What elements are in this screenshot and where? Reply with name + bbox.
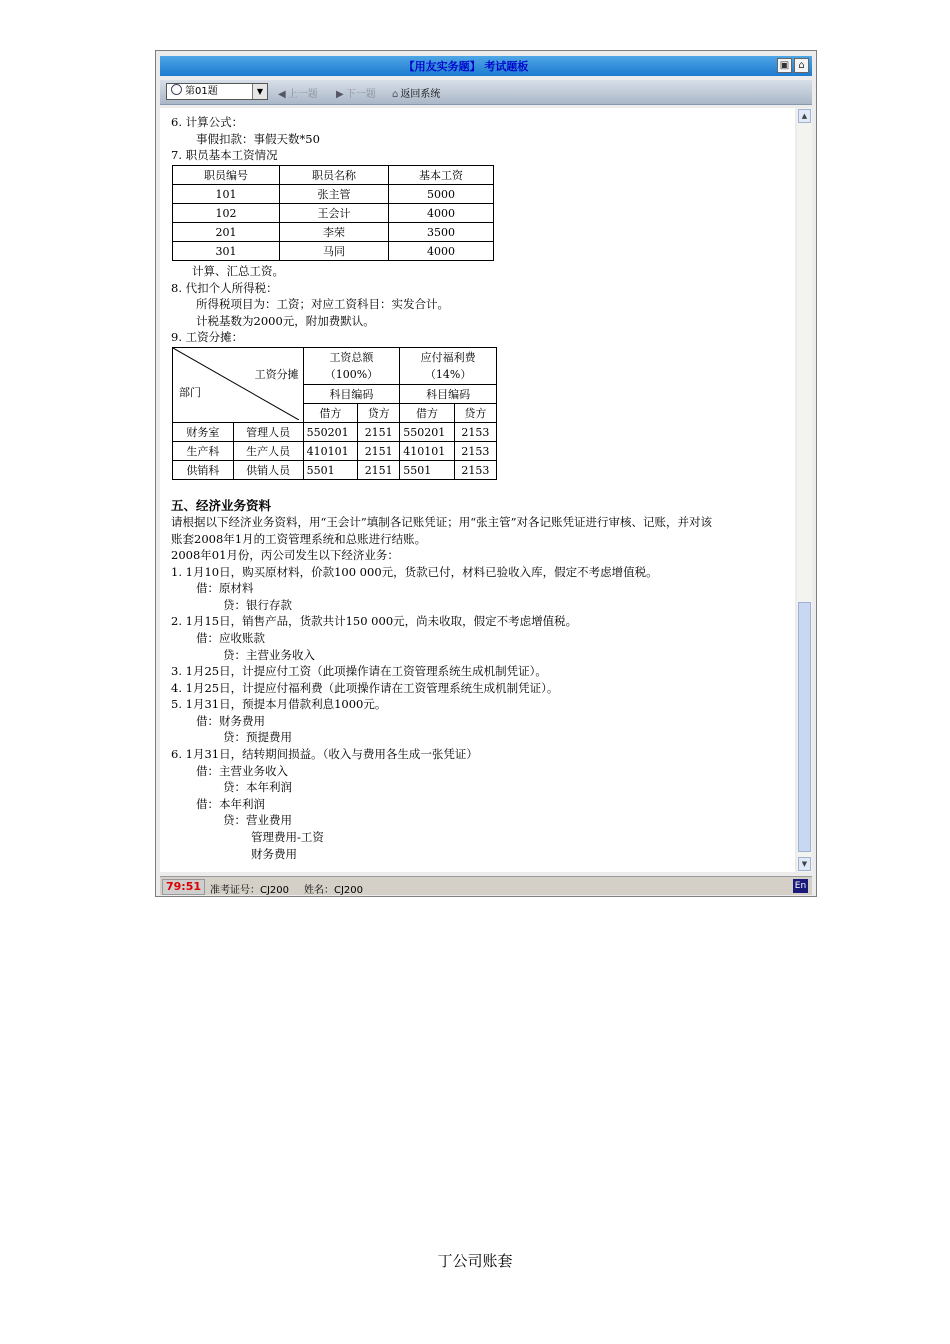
exam-window [155, 50, 817, 897]
business-5-credit: 贷：预提费用 [223, 730, 292, 744]
table-row [173, 442, 497, 461]
cell: 2153 [454, 423, 496, 442]
cell: 3500 [389, 223, 494, 242]
item-6-formula: 事假扣款：事假天数*50 [196, 132, 320, 146]
cell: 410101 [303, 442, 358, 461]
arrow-left-icon: ◀ [278, 89, 286, 100]
status-bar [160, 876, 812, 895]
title-icons [777, 58, 809, 73]
table-row [173, 242, 494, 261]
arrow-right-icon: ▶ [336, 89, 344, 100]
total-pct: （100%） [324, 368, 379, 381]
business-6-debit-1: 借：主营业务收入 [196, 764, 288, 778]
section-5-heading: 五、经济业务资料 [171, 498, 272, 513]
candidate-name: 姓名：CJ200 [304, 885, 364, 896]
cell: 2153 [454, 442, 496, 461]
debit-header: 借方 [400, 404, 455, 423]
credit-header: 贷方 [358, 404, 400, 423]
debit-header: 借方 [303, 404, 358, 423]
header-cell: 基本工资 [389, 166, 494, 185]
cell: 4000 [389, 242, 494, 261]
header-cell: 职员名称 [280, 166, 389, 185]
table-row [173, 348, 497, 385]
cell: 4000 [389, 204, 494, 223]
cell: 550201 [400, 423, 455, 442]
return-button[interactable] [392, 85, 440, 100]
welfare-header [400, 348, 497, 385]
table-row [173, 204, 494, 223]
prev-label: 上一题 [287, 89, 318, 100]
return-label: 返回系统 [400, 89, 441, 100]
cell: 410101 [400, 442, 455, 461]
toolbar [160, 80, 812, 105]
cell: 2151 [358, 423, 400, 442]
intro-line-1: 请根据以下经济业务资料，用“王会计”填制各记账凭证；用“张主管”对各记账凭证进行审核、记账，并对该 [171, 515, 713, 529]
employee-table [172, 165, 494, 261]
business-5: 5. 1月31日，预提本月借款利息1000元。 [171, 697, 387, 711]
diag-bottom-label: 部门 [179, 386, 201, 399]
cell: 2153 [454, 461, 496, 480]
vertical-scrollbar[interactable] [797, 108, 812, 872]
window-icon[interactable]: ▣ [777, 58, 792, 73]
total-header [303, 348, 400, 385]
calc-line: 计算、汇总工资。 [192, 264, 284, 278]
cell: 供销人员 [233, 461, 303, 480]
table-row [173, 461, 497, 480]
scroll-up-icon[interactable]: ▲ [798, 109, 811, 123]
cell: 5501 [303, 461, 358, 480]
item-7: 7. 职员基本工资情况 [171, 148, 278, 162]
business-6-credit-2: 贷：营业费用 [223, 813, 292, 827]
cell: 102 [173, 204, 280, 223]
cell: 5501 [400, 461, 455, 480]
business-6-credit-3: 管理费用-工资 [251, 830, 324, 844]
ime-indicator[interactable]: En [794, 881, 807, 891]
table-row [173, 185, 494, 204]
cell: 供销科 [173, 461, 234, 480]
cell: 张主管 [280, 185, 389, 204]
business-6: 6. 1月31日，结转期间损益。（收入与费用各生成一张凭证） [171, 747, 478, 761]
question-select-value: 第01题 [185, 86, 218, 97]
footer-caption: 丁公司账套 [437, 1252, 513, 1270]
title-bar [160, 56, 812, 76]
business-3: 3. 1月25日，计提应付工资（此项操作请在工资管理系统生成机制凭证）。 [171, 664, 547, 678]
prev-button[interactable] [278, 85, 318, 100]
business-1-credit: 贷：银行存款 [223, 598, 292, 612]
cell: 李荣 [280, 223, 389, 242]
business-6-debit-2: 借：本年利润 [196, 797, 265, 811]
diagonal-header-cell [173, 348, 304, 423]
cell: 2151 [358, 461, 400, 480]
welfare-title: 应付福利费 [420, 351, 476, 364]
cell: 550201 [303, 423, 358, 442]
cell: 201 [173, 223, 280, 242]
cell: 管理人员 [233, 423, 303, 442]
table-row [173, 223, 494, 242]
scroll-down-icon[interactable]: ▼ [798, 857, 811, 871]
cell: 生产人员 [233, 442, 303, 461]
cell: 101 [173, 185, 280, 204]
business-6-credit-1: 贷：本年利润 [223, 780, 292, 794]
allocation-table [172, 347, 497, 480]
table-row [173, 423, 497, 442]
cell: 2151 [358, 442, 400, 461]
intro-line-2: 账套2008年1月的工资管理系统和总账进行结账。 [171, 532, 427, 546]
countdown-timer: 79:51 [162, 879, 205, 895]
code-header: 科目编码 [400, 385, 497, 404]
diag-top-label: 工资分摊 [254, 368, 299, 381]
business-1-debit: 借：原材料 [196, 581, 254, 595]
header-cell: 职员编号 [173, 166, 280, 185]
item-9: 9. 工资分摊： [171, 330, 244, 344]
cert-number: 准考证号：CJ200 [210, 885, 290, 896]
cell: 王会计 [280, 204, 389, 223]
business-1: 1. 1月10日，购买原材料，价款100 000元，货款已付，材料已验收入库，假定不考虑增值税。 [171, 565, 658, 579]
business-2-credit: 贷：主营业务收入 [223, 648, 315, 662]
scrollbar-thumb[interactable] [798, 602, 811, 852]
cell: 财务室 [173, 423, 234, 442]
item-8: 8. 代扣个人所得税： [171, 281, 278, 295]
cell: 马同 [280, 242, 389, 261]
business-4: 4. 1月25日，计提应付福利费（此项操作请在工资管理系统生成机制凭证）。 [171, 681, 559, 695]
cell: 301 [173, 242, 280, 261]
cell: 5000 [389, 185, 494, 204]
cell: 生产科 [173, 442, 234, 461]
question-icon [171, 84, 182, 95]
question-content [160, 108, 795, 872]
business-5-debit: 借：财务费用 [196, 714, 265, 728]
home-icon[interactable]: ⌂ [794, 58, 809, 73]
next-label: 下一题 [345, 89, 376, 100]
chevron-down-icon[interactable]: ▼ [252, 84, 267, 99]
question-select[interactable] [166, 83, 268, 100]
next-button[interactable] [336, 85, 376, 100]
credit-header: 贷方 [454, 404, 496, 423]
code-header: 科目编码 [303, 385, 400, 404]
welfare-pct: （14%） [424, 368, 472, 381]
intro-line-3: 2008年01月份，丙公司发生以下经济业务： [171, 548, 399, 562]
item-6: 6. 计算公式： [171, 115, 244, 129]
item-8-b: 计税基数为2000元，附加费默认。 [196, 314, 375, 328]
business-2: 2. 1月15日，销售产品，货款共计150 000元，尚未收取，假定不考虑增值税。 [171, 614, 578, 628]
window-title: 【用友实务题】 考试题板 [403, 60, 529, 73]
item-8-a: 所得税项目为：工资；对应工资科目：实发合计。 [196, 297, 449, 311]
table-header-row [173, 166, 494, 185]
total-title: 工资总额 [329, 351, 374, 364]
business-6-credit-4: 财务费用 [251, 847, 297, 861]
house-icon: ⌂ [392, 89, 399, 100]
business-2-debit: 借：应收账款 [196, 631, 265, 645]
